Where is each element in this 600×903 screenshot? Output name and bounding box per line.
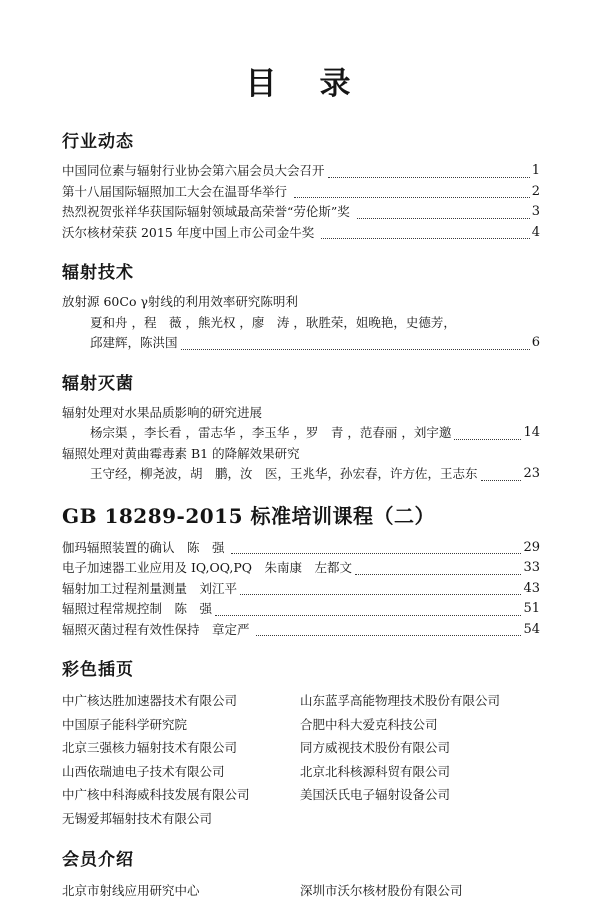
- toc-entry-row: [62, 538, 540, 559]
- section-heading: GB 18289-2015 标准培训课程（二）: [62, 503, 435, 528]
- toc-section-radiation-sterilization: [62, 369, 540, 485]
- organization-name: 北京三强核力辐射技术有限公司: [62, 740, 238, 755]
- toc-entry-row: [62, 313, 540, 334]
- toc-entry-title: 沃尔核材荣获 2015 年度中国上市公司金牛奖: [62, 224, 319, 240]
- member-intro-columns: [62, 879, 540, 903]
- toc-entry-row: [62, 579, 540, 600]
- dot-leader: [328, 177, 530, 178]
- toc-entry-row: [62, 464, 540, 485]
- organization-name: 山西依瑞迪电子技术有限公司: [62, 763, 225, 779]
- page-number: 3: [531, 204, 540, 219]
- toc-entry-row: [62, 182, 540, 203]
- member-intro-left-column: [62, 879, 300, 903]
- section-heading-color-inserts: 彩色插页: [62, 660, 134, 680]
- toc-entry-title: 杨宗渠 ，李长看 ，雷志华 ，李玉华 ，罗 青 ，范春丽 ，刘宇邀: [90, 425, 452, 440]
- color-inserts-left-column: [62, 689, 300, 830]
- toc-entry-row: [62, 620, 540, 641]
- toc-entry-title: 辐照过程常规控制 陈 强: [62, 601, 213, 616]
- dot-leader: [454, 439, 521, 440]
- organization-name: 中广核达胜加速器技术有限公司: [62, 693, 238, 708]
- section-color-inserts: [62, 655, 540, 830]
- toc-entry-title: 伽玛辐照装置的确认 陈 强: [62, 539, 229, 555]
- toc-entry-row: [62, 161, 540, 182]
- organization-name: 无锡爱邦辐射技术有限公司: [62, 810, 213, 826]
- organization-name: 中广核中科海威科技发展有限公司: [62, 787, 250, 802]
- section-member-intro: [62, 845, 540, 903]
- dot-leader: [231, 553, 521, 554]
- toc-entry-title: 放射源 60Co γ射线的利用效率研究陈明利: [62, 294, 298, 309]
- section-heading-member-intro: 会员介绍: [62, 850, 134, 870]
- toc-entry-row: [62, 202, 540, 223]
- dot-leader: [321, 238, 529, 239]
- toc-entry-title: 王守经，柳尧波，胡 鹏，汝 医，王兆华，孙宏春，许方佐，王志东: [90, 466, 478, 481]
- organization-name: 深圳市沃尔核材股份有限公司: [300, 883, 463, 898]
- page-number: 33: [523, 560, 540, 575]
- color-inserts-columns: [62, 689, 540, 830]
- organization-name: 山东蓝孚高能物理技术股份有限公司: [300, 693, 501, 708]
- page-number: 6: [531, 335, 540, 350]
- toc-section-industry-news: [62, 127, 540, 243]
- toc-sections: [62, 127, 540, 640]
- toc-entry-title: 热烈祝贺张祥华获国际辐射领域最高荣誉“劳伦斯”奖: [62, 204, 354, 219]
- dot-leader: [294, 197, 530, 198]
- toc-entry-row: [62, 444, 540, 465]
- toc-entry-title: 夏和舟 ，程 薇 ，熊光权 ，廖 涛 ，耿胜荣，姐晚艳，史德芳，: [90, 314, 456, 330]
- toc-entry-row: [62, 223, 540, 244]
- dot-leader: [355, 574, 521, 575]
- organization-name: 美国沃氏电子辐射设备公司: [300, 787, 451, 802]
- member-intro-right-column: [300, 879, 540, 903]
- page-number: 29: [523, 539, 540, 555]
- color-inserts-right-column: [300, 689, 540, 830]
- toc-entry-title: 辐射处理对水果品质影响的研究进展: [62, 404, 263, 420]
- toc-section-gb-training-course: [62, 500, 540, 641]
- organization-name: 北京北科核源科贸有限公司: [300, 763, 451, 779]
- page-number: 51: [523, 601, 540, 616]
- dot-leader: [256, 635, 521, 636]
- toc-entry-row: [62, 292, 540, 313]
- toc-entry-row: [62, 558, 540, 579]
- toc-entry-row: [62, 599, 540, 620]
- toc-entry-title: 中国同位素与辐射行业协会第六届会员大会召开: [62, 163, 325, 178]
- toc-entry-title: 电子加速器工业应用及 IQ,OQ,PQ 朱南康 左都文: [62, 560, 353, 575]
- toc-entry-title: 辐照处理对黄曲霉毒素 B1 的降解效果研究: [62, 445, 300, 461]
- organization-name: 中国原子能科学研究院: [62, 716, 188, 732]
- page-number: 2: [531, 183, 540, 199]
- page-number: 4: [531, 224, 540, 240]
- toc-entry-title: 辐射加工过程剂量测量 刘江平: [62, 580, 238, 596]
- section-heading: 辐射技术: [62, 263, 134, 283]
- dot-leader: [215, 615, 521, 616]
- organization-name: 同方威视技术股份有限公司: [300, 740, 451, 755]
- organization-name: 合肥中科大爱克科技公司: [300, 716, 438, 732]
- organization-name: 北京市射线应用研究中心: [62, 883, 200, 898]
- toc-entry-row: [62, 333, 540, 354]
- toc-entry-row: [62, 423, 540, 444]
- section-heading: 辐射灭菌: [62, 373, 134, 394]
- page-number: 54: [523, 621, 540, 637]
- toc-section-radiation-technology: [62, 258, 540, 354]
- page-number: 14: [523, 425, 540, 440]
- toc-entry-title: 第十八届国际辐照加工大会在温哥华举行: [62, 183, 291, 199]
- page-number: 43: [523, 580, 540, 596]
- page-number: 23: [523, 466, 540, 481]
- dot-leader: [240, 594, 521, 595]
- dot-leader: [481, 480, 522, 481]
- dot-leader: [181, 349, 530, 350]
- toc-entry-title: 邱建辉，陈洪国: [90, 335, 178, 350]
- section-heading: 行业动态: [62, 132, 134, 152]
- toc-entry-row: [62, 403, 540, 424]
- toc-entry-title: 辐照灭菌过程有效性保持 章定严: [62, 621, 254, 637]
- page-title: 目 录: [245, 66, 357, 102]
- page-number: 1: [531, 163, 540, 178]
- dot-leader: [357, 218, 530, 219]
